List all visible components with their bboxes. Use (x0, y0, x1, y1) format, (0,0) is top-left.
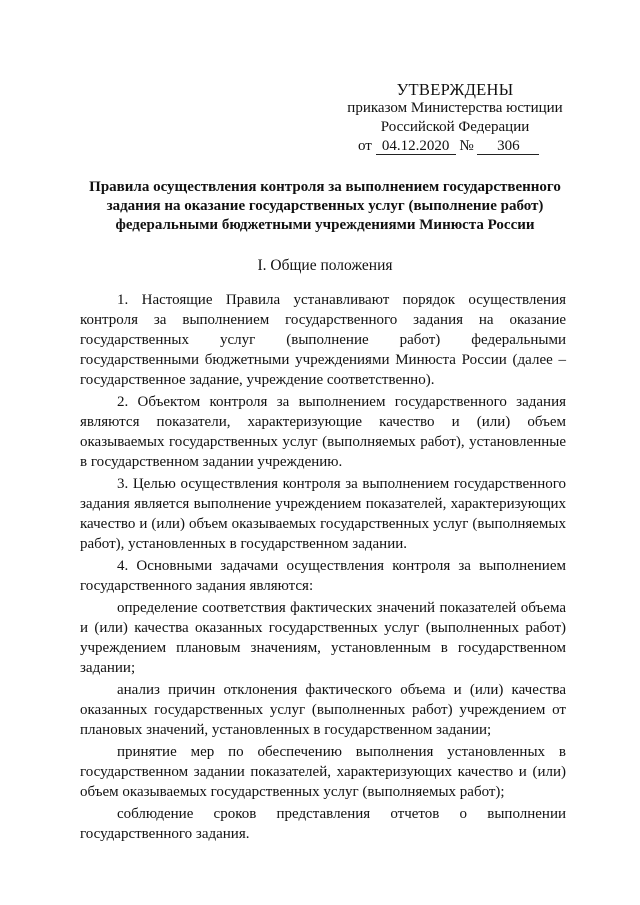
approval-order-date-number (330, 137, 580, 156)
paragraph-2: 2. Объектом контроля за выполнением государственного задания являются показатели, характеризующие качество и (или) объем оказываемых государственных услуг (выполняемых работ), установленные в государственном задании учреждению. (80, 394, 566, 470)
paragraph-3: 3. Целью осуществления контроля за выполнением государственного задания является выполнение учреждением показателей, характеризующих качество и (или) объем оказываемых государственных услуг (выполняемых работ), установленных в государственном задании. (80, 476, 566, 552)
approval-stamp-block (330, 80, 580, 156)
paragraph-1: 1. Настоящие Правила устанавливают порядок осуществления контроля за выполнением государственного задания на оказание государственных услуг (выполнение работ) федеральными государственными бюджетными учреждениями Минюста России (далее – государственное задание, учреждение соответственно). (80, 292, 566, 388)
title-line3: федеральными бюджетными учреждениями Минюста России (115, 217, 535, 233)
approved-heading: УТВЕРЖДЕНЫ (396, 80, 514, 99)
order-number: 306 (477, 138, 539, 155)
paragraph-4: 4. Основными задачами осуществления контроля за выполнением государственного задания являются: (80, 558, 566, 594)
approval-order-line2: Российской Федерации (380, 119, 530, 135)
from-label: от (358, 138, 372, 154)
title-line1: Правила осуществления контроля за выполнением государственного (89, 179, 561, 195)
approval-order-line1: приказом Министерства юстиции (347, 100, 563, 116)
task-item-3: принятие мер по обеспечению выполнения установленных в государственном задании показателей, характеризующих качество и (или) объем оказываемых государственных услуг (выполняемых работ); (80, 744, 566, 800)
section-heading: I. Общие положения (257, 257, 393, 274)
title-line2: задания на оказание государственных услуг (выполнение работ) (106, 198, 544, 214)
task-item-1: определение соответствия фактических значений показателей объема и (или) качества оказанных государственных услуг (выполненных работ) учреждением плановым значениям, установленным в государственном задании; (80, 600, 566, 676)
task-item-4: соблюдение сроков представления отчетов о выполнении государственного задания. (80, 806, 566, 842)
number-label: № (459, 138, 474, 154)
document-title (60, 178, 590, 235)
order-date: 04.12.2020 (376, 138, 456, 155)
document-body (80, 290, 566, 844)
task-item-2: анализ причин отклонения фактического объема и (или) качества оказанных государственных услуг (выполненных работ) учреждением от плановых значений, установленных в государственном задании; (80, 682, 566, 738)
